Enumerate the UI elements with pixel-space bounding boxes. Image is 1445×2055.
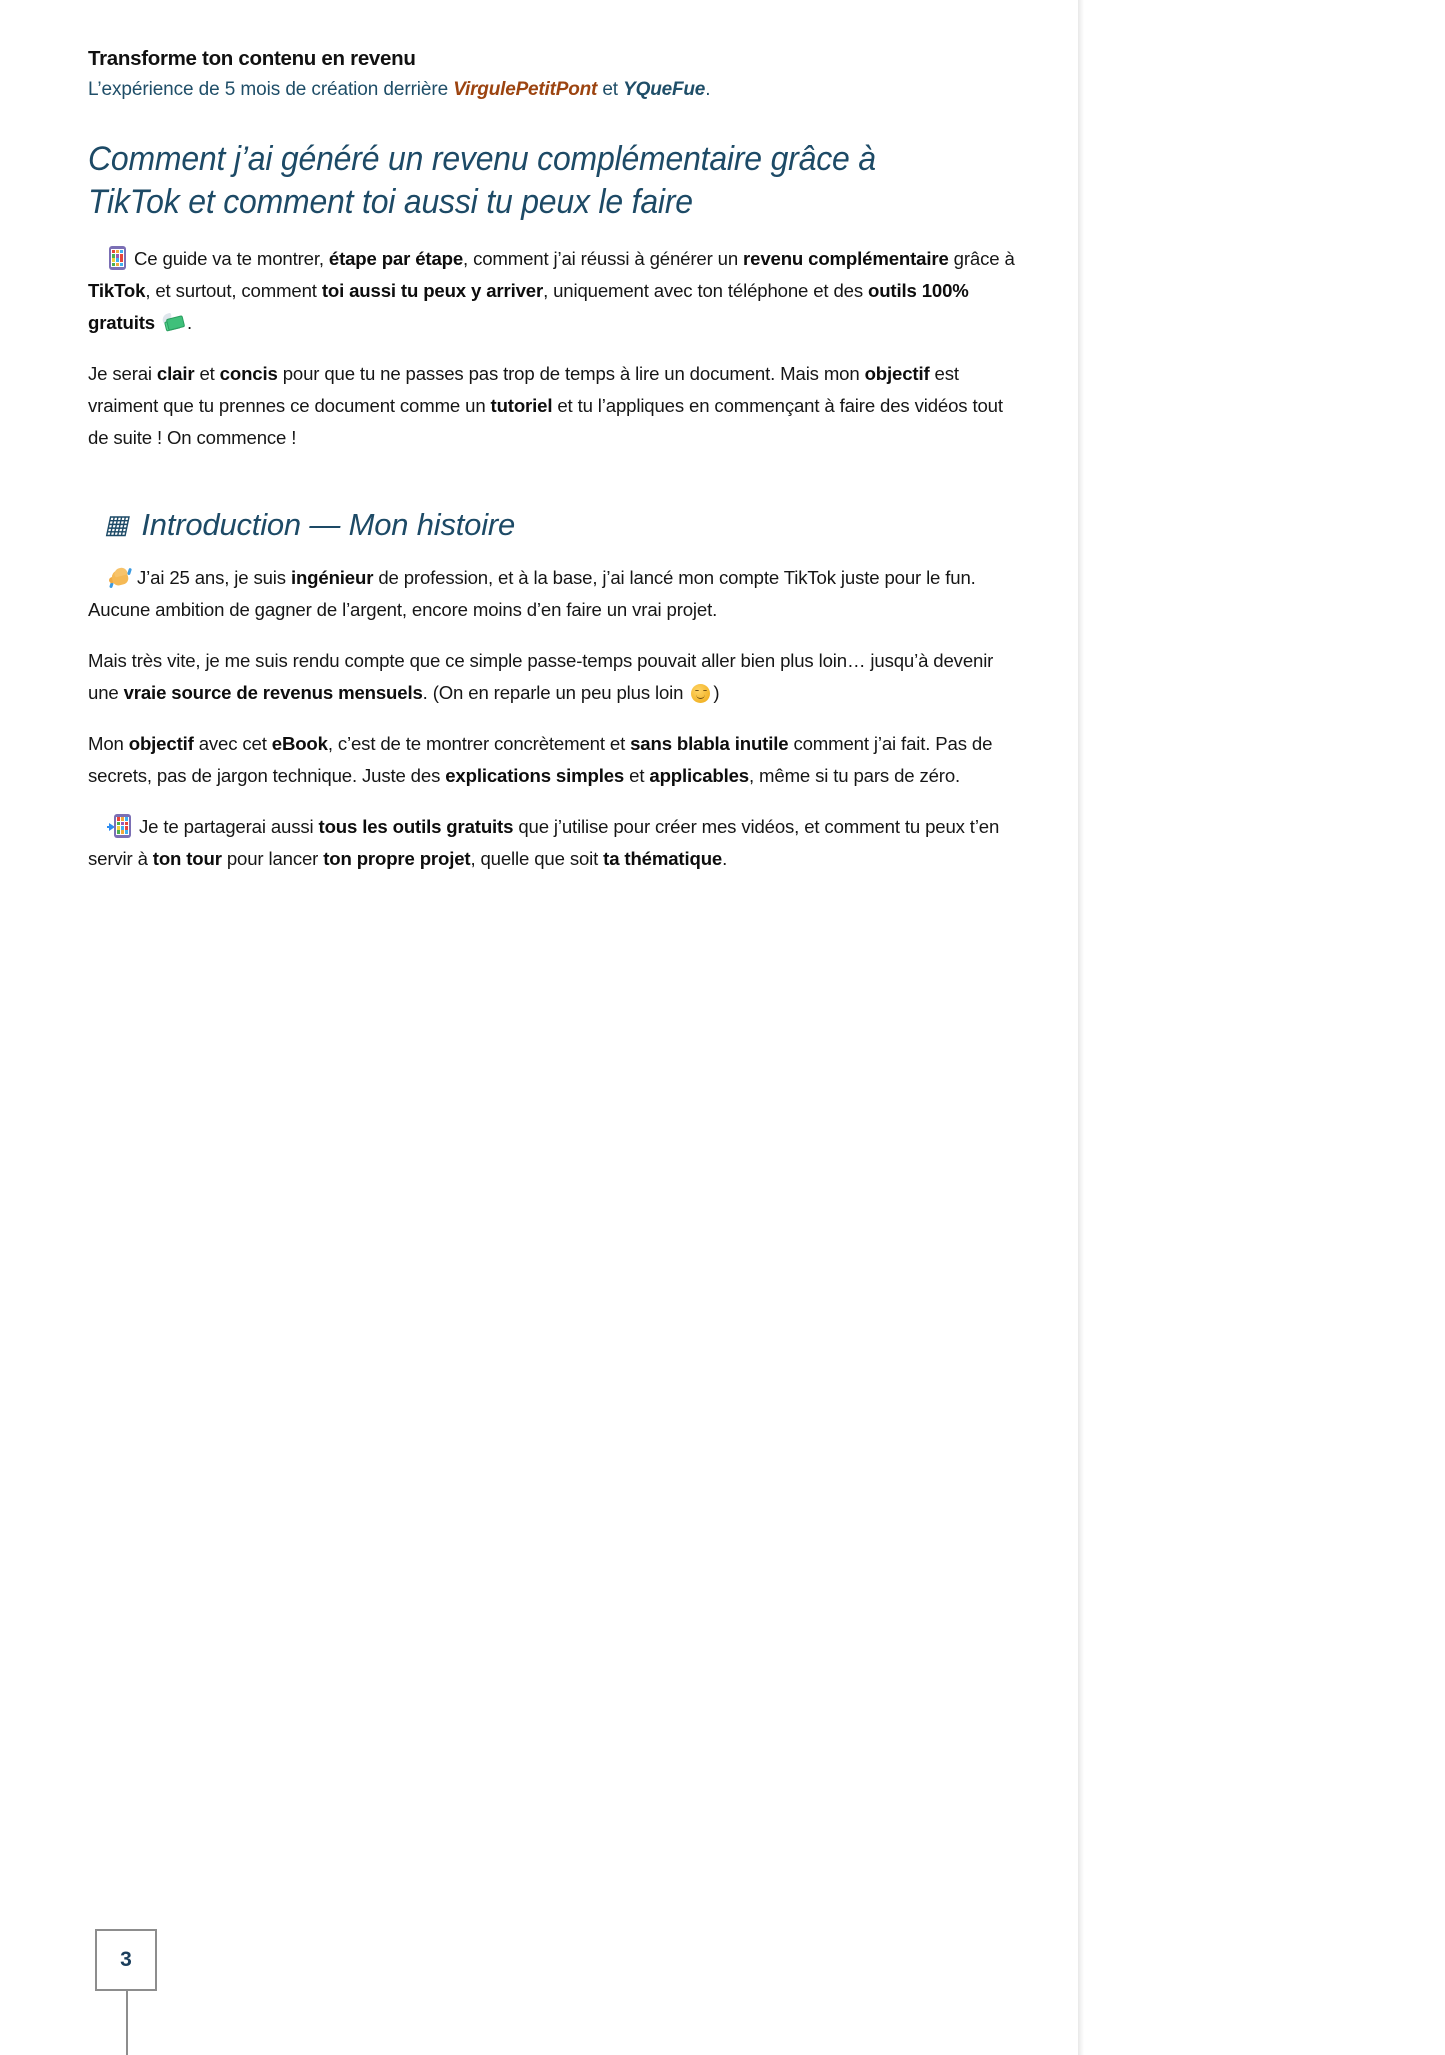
p5-bold-3: sans blabla inutile [630,732,789,754]
document-subtitle [88,78,1018,103]
document-content [88,46,1018,875]
p2-bold-1: clair [156,362,195,384]
section-heading-label: Introduction — Mon histoire [141,506,516,542]
mobile-phone-apps-icon [109,246,126,270]
brand-name-yquefue: YQueFue [623,78,706,100]
p2-text-5: et tu l’appliques en commençant à faire des vidéos tout de suite ! On commence ! [88,394,1003,448]
document-header [88,46,1018,102]
mobile-phone-with-arrow-icon [109,814,131,838]
money-with-wings-icon [162,314,185,332]
p2-text-3: pour que tu ne passes pas trop de temps à lire un document. Mais mon [277,362,865,384]
p6-text-5: . [722,847,728,869]
p6-bold-4: ta thématique [603,847,723,869]
waving-hand-icon [108,566,132,588]
p1-text-3: grâce à [948,247,1015,269]
p4-text-1: Mais très vite, je me suis rendu compte que ce simple passe-temps pouvait aller bien plus loin… jusqu’à devenir une [88,649,994,703]
p1-text-6: . [187,311,193,333]
paragraph-intro-guide [88,243,1018,339]
p4-bold-1: vraie source de revenus mensuels [123,681,423,703]
p6-text-2: que j’utilise pour créer mes vidéos, et comment tu peux t’en servir à [88,815,1000,869]
p3-text-2: de profession, et à la base, j’ai lancé mon compte TikTok juste pour le fun. Aucune ambition de gagner de l’argent, encore moins d’en faire un vrai projet. [88,566,976,620]
page-right-margin [1078,0,1445,2055]
p5-bold-2: eBook [271,732,328,754]
p1-text-5: , uniquement avec ton téléphone et des [543,279,869,301]
p5-text-2: avec cet [193,732,272,754]
p1-text-2: , comment j’ai réussi à générer un [463,247,744,269]
p5-text-3: , c’est de te montrer concrètement et [327,732,631,754]
p5-bold-4: explications simples [445,764,625,786]
subtitle-period: . [705,78,711,100]
p2-text-1: Je serai [88,362,157,384]
paragraph-revenus-mensuels [88,645,1018,709]
brand-name-virgulepetitpont: VirgulePetitPont [453,78,598,100]
paragraph-outils-gratuits [88,811,1018,875]
p1-bold-2: revenu complémentaire [743,247,949,269]
p2-bold-3: objectif [864,362,930,384]
subtitle-text-lead: L’expérience de 5 mois de création derrière [88,78,454,100]
p1-text-1: Ce guide va te montrer, [134,247,329,269]
paragraph-objectif-ebook [88,728,1018,792]
page-title: Comment j’ai généré un revenu complémentaire grâce à TikTok et comment toi aussi tu peux le faire [88,140,876,222]
p3-bold-1: ingénieur [290,566,374,588]
p5-text-5: et [624,764,650,786]
p5-bold-1: objectif [128,732,194,754]
p5-text-6: , même si tu pars de zéro. [749,764,961,786]
p6-text-4: , quelle que soit [470,847,604,869]
smiling-face-icon [691,684,710,703]
p1-text-4: , et surtout, comment [145,279,322,301]
p6-bold-2: ton tour [152,847,222,869]
page-number-stem [126,1991,128,2055]
p6-text-3: pour lancer [221,847,324,869]
p2-text-2: et [194,362,220,384]
p4-text-2: . (On en reparle un peu plus loin [422,681,689,703]
p6-bold-3: ton propre projet [323,847,471,869]
p4-text-3: ) [713,681,720,703]
checkered-flag-icon: ▦ [102,509,134,540]
section-heading-introduction [102,506,1018,543]
p1-bold-3: TikTok [88,279,146,301]
subtitle-conjunction: et [597,78,624,100]
p5-text-1: Mon [88,732,129,754]
page-gutter-shadow [1078,0,1084,2055]
paragraph-clair-concis [88,358,1018,454]
p2-text-4: est vraiment que tu prennes ce document comme un [88,362,959,416]
p1-bold-4: toi aussi tu peux y arriver [321,279,544,301]
p5-bold-5: applicables [649,764,750,786]
document-title: Transforme ton contenu en revenu [88,47,416,70]
p6-bold-1: tous les outils gratuits [318,815,514,837]
p2-bold-4: tutoriel [490,394,553,416]
p1-bold-5: outils 100% gratuits [88,279,969,333]
p5-text-4: comment j’ai fait. Pas de secrets, pas de jargon technique. Juste des [88,732,993,786]
p2-bold-2: concis [219,362,278,384]
page-number-badge: 3 [95,1929,157,1991]
p1-bold-1: étape par étape [328,247,464,269]
paragraph-about-me [88,562,1018,626]
p6-text-1: Je te partagerai aussi [139,815,319,837]
p3-text-1: J’ai 25 ans, je suis [137,566,291,588]
